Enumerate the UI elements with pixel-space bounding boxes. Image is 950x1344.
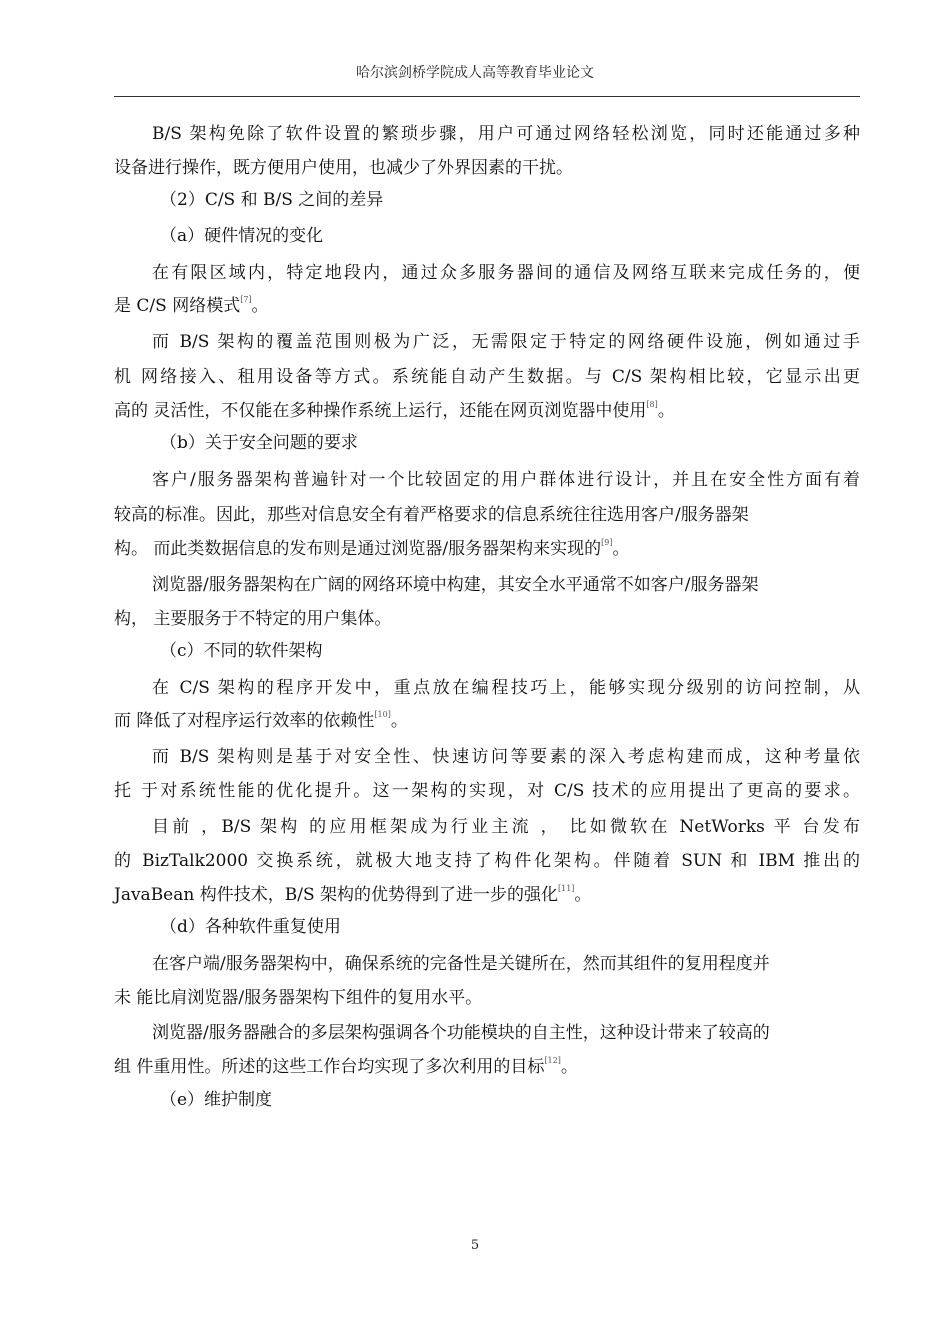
paragraph-line: 未 能比肩浏览器/服务器架构下组件的复用水平。 <box>114 988 483 1008</box>
paragraph-line: 的 BizTalk2000 交换系统，就极大地支持了构件化架构。伴随着 SUN 和 IBM 推出的 <box>114 851 860 871</box>
paragraph-line: 在客户端/服务器架构中，确保系统的完备性是关键所在，然而其组件的复用程度并 <box>152 954 770 974</box>
paragraph-line: 高的 灵活性，不仅能在多种操作系统上运行，还能在网页浏览器中使用[8]。 <box>114 400 675 421</box>
paragraph-line: 在 C/S 架构的程序开发中，重点放在编程技巧上，能够实现分级别的访问控制，从 <box>152 678 860 698</box>
page-header: 哈尔滨剑桥学院成人高等教育毕业论文 <box>356 65 594 81</box>
citation: [11] <box>558 884 575 893</box>
paragraph-line: 浏览器/服务器架构在广阔的网络环境中构建，其安全水平通常不如客户/服务器架 <box>152 575 759 595</box>
paragraph-line: 构。 而此类数据信息的发布则是通过浏览器/服务器架构来实现的[9]。 <box>114 538 630 559</box>
paragraph-line: 构， 主要服务于不特定的用户集体。 <box>114 609 392 629</box>
paragraph-line: 目前 ，B/S 架构 的应用框架成为行业主流 ， 比如微软在 NetWorks 平 台发布 <box>152 817 860 837</box>
paragraph-line: 是 C/S 网络模式[7]。 <box>114 295 269 316</box>
paragraph-line: 设备进行操作，既方便用户使用，也减少了外界因素的干扰。 <box>114 158 573 178</box>
paragraph-line: 而 B/S 架构的覆盖范围则极为广泛，无需限定于特定的网络硬件设施，例如通过手 <box>152 332 860 352</box>
citation: [12] <box>544 1056 561 1065</box>
subsection-heading: （e）维护制度 <box>160 1090 273 1110</box>
paragraph-line: 客户/服务器架构普遍针对一个比较固定的用户群体进行设计，并且在安全性方面有着 <box>152 470 860 490</box>
citation: [9] <box>601 538 613 547</box>
citation: [8] <box>646 400 658 409</box>
paragraph-line: 组 件重用性。所述的这些工作台均实现了多次利用的目标[12]。 <box>114 1056 578 1077</box>
paragraph-line: 托 于对系统性能的优化提升。这一架构的实现，对 C/S 技术的应用提出了更高的要求。 <box>114 781 860 801</box>
citation: [7] <box>240 295 252 304</box>
paragraph-line: 较高的标准。因此，那些对信息安全有着严格要求的信息系统往往选用客户/服务器架 <box>114 505 749 525</box>
citation: [10] <box>374 710 391 719</box>
header-rule <box>114 96 860 97</box>
paragraph-line: 而 B/S 架构则是基于对安全性、快速访问等要素的深入考虑构建而成，这种考量依 <box>152 747 860 767</box>
subsection-heading: （b）关于安全问题的要求 <box>160 433 358 453</box>
paragraph-line: 而 降低了对程序运行效率的依赖性[10]。 <box>114 710 408 731</box>
paragraph-line: JavaBean 构件技术，B/S 架构的优势得到了进一步的强化[11]。 <box>114 884 592 905</box>
subsection-heading: （d）各种软件重复使用 <box>160 917 341 937</box>
paragraph-line: B/S 架构免除了软件设置的繁琐步骤，用户可通过网络轻松浏览，同时还能通过多种 <box>152 124 860 144</box>
section-heading: （2）C/S 和 B/S 之间的差异 <box>160 190 384 210</box>
subsection-heading: （c）不同的软件架构 <box>160 641 323 661</box>
page-number: 5 <box>470 1238 480 1253</box>
subsection-heading: （a）硬件情况的变化 <box>160 226 324 246</box>
paragraph-line: 浏览器/服务器融合的多层架构强调各个功能模块的自主性，这种设计带来了较高的 <box>152 1023 770 1043</box>
paragraph-line: 在有限区域内，特定地段内，通过众多服务器间的通信及网络互联来完成任务的，便 <box>152 263 860 283</box>
paragraph-line: 机 网络接入、租用设备等方式。系统能自动产生数据。与 C/S 架构相比较，它显示出更 <box>114 367 860 387</box>
